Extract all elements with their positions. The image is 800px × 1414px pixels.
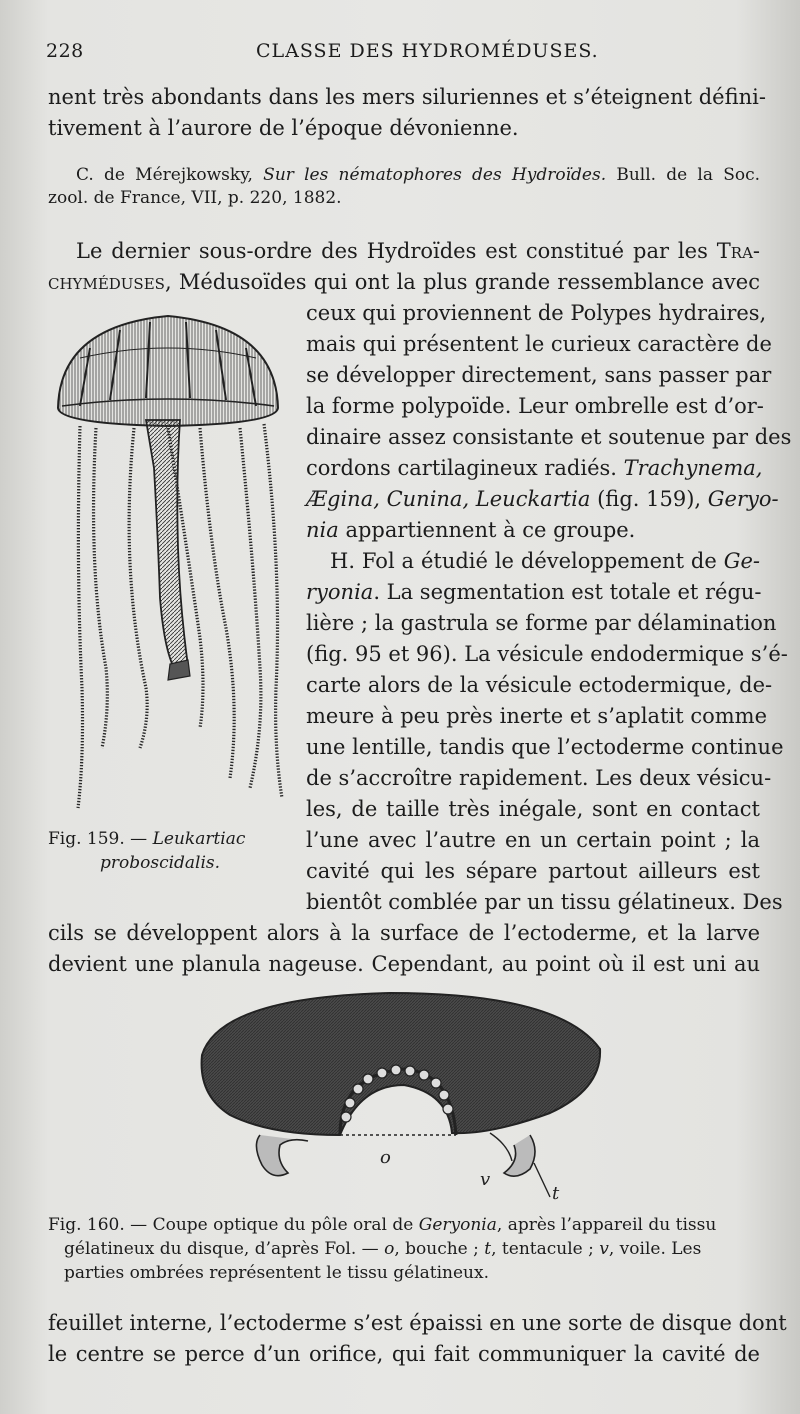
para2-line-7: une lentille, tandis que l’ectoderme continue — [306, 735, 784, 759]
para1-line-9 — [306, 484, 779, 515]
intro-line-2: tivement à l’aurore de l’époque dévonienne. — [48, 116, 519, 140]
final-line-1: feuillet interne, l’ectoderme s’est épaissi en une sorte de disque dont — [48, 1311, 787, 1335]
para1-text: cordons cartilagineux radiés. — [306, 456, 624, 480]
para1-text: appartiennent à ce groupe. — [338, 518, 636, 542]
trachymeduses-term: chyméduses — [48, 270, 165, 294]
reference-line-1 — [76, 164, 760, 186]
species-name: Leukartiac — [152, 829, 246, 849]
para2-text: H. Fol a étudié le développement de — [330, 549, 724, 573]
caption-text: , après l’appareil du tissu — [496, 1215, 717, 1235]
fig159-caption-line-1 — [48, 828, 245, 850]
intro-line-1: nent très abondants dans les mers siluriennes et s’éteignent défini- — [48, 85, 766, 109]
para1-line-5: se développer directement, sans passer par — [306, 363, 772, 387]
reference-author: C. de Mérejkowsky, — [76, 165, 264, 185]
fig160-caption-line-1 — [48, 1214, 716, 1236]
caption-text: , voile. Les — [608, 1239, 702, 1259]
fig159-label: Fig. 159. — [48, 829, 125, 849]
caption-text: , bouche ; — [394, 1239, 485, 1259]
para2-line-14: devient une planula nageuse. Cependant, au point où il est uni au — [48, 952, 760, 976]
para2-line-9: les, de taille très inégale, sont en contact — [306, 797, 760, 821]
caption-text: , tentacule ; — [491, 1239, 600, 1259]
genus-name: Geryo- — [707, 487, 779, 511]
para1-text: , Médusoïdes qui ont la plus grande ressemblance avec — [164, 270, 760, 294]
para2-line-3: lière ; la gastrula se forme par délamination — [306, 611, 777, 635]
running-title: CLASSE DES HYDROMÉDUSES. — [256, 40, 599, 62]
genus-name: Trachynema, — [623, 456, 763, 480]
para1-line-2 — [48, 267, 760, 298]
genus-names: Ægina, Cunina, Leuckartia — [306, 487, 591, 511]
para1-smallcaps: Tra- — [716, 239, 760, 263]
caption-dash: — — [124, 829, 153, 849]
caption-text: gélatineux du disque, d’après Fol. — — [64, 1239, 385, 1259]
para2-line-5: carte alors de la vésicule ectodermique, de- — [306, 673, 773, 697]
para1-line-4: mais qui présentent le curieux caractère de — [306, 332, 772, 356]
fig159-caption-line-2: proboscidalis. — [100, 853, 221, 873]
figure-reference: (fig. 159), — [590, 487, 708, 511]
label-o: o — [380, 1147, 391, 1168]
caption-letter: o — [384, 1239, 395, 1259]
para1-line-3: ceux qui proviennent de Polypes hydraires, — [306, 301, 767, 325]
label-t: t — [552, 1183, 560, 1204]
genus-name: nia — [306, 518, 339, 542]
para2-text: . La segmentation est totale et régu- — [373, 580, 762, 604]
para2-line-4: (fig. 95 et 96). La vésicule endodermique s’é- — [306, 642, 788, 666]
page-header — [46, 40, 760, 68]
final-line-2: le centre se perce d’un orifice, qui fait communiquer la cavité de — [48, 1342, 760, 1366]
geryonia-section-illustration — [190, 985, 620, 1205]
fig160-caption-line-2 — [64, 1238, 701, 1260]
para2-line-10: l’une avec l’autre en un certain point ; la — [306, 828, 760, 852]
para1-line-6: la forme polypoïde. Leur ombrelle est d’or- — [306, 394, 764, 418]
para1-line-10 — [306, 515, 760, 546]
para1-line-7: dinaire assez consistante et soutenue par des — [306, 425, 792, 449]
caption-letter: v — [599, 1239, 609, 1259]
para2-line-1 — [330, 546, 760, 577]
label-v: v — [480, 1169, 491, 1190]
fig160-caption-line-3: parties ombrées représentent le tissu gélatineux. — [64, 1263, 489, 1283]
genus-name: Ge- — [723, 549, 760, 573]
reference-line-2: zool. de France, VII, p. 220, 1882. — [48, 188, 342, 208]
reference-title: Sur les nématophores des Hydroïdes. — [263, 165, 607, 185]
para2-line-13: cils se développent alors à la surface de l’ectoderme, et la larve — [48, 921, 760, 945]
para2-line-2 — [306, 577, 760, 608]
genus-name: Geryonia — [418, 1215, 497, 1235]
page-number: 228 — [46, 40, 84, 62]
para2-line-11: cavité qui les sépare partout ailleurs est — [306, 859, 760, 883]
para2-line-6: meure à peu près inerte et s’aplatit comme — [306, 704, 768, 728]
genus-name: ryonia — [306, 580, 374, 604]
para1-text: Le dernier sous-ordre des Hydroïdes est constitué par les — [76, 239, 717, 263]
caption-letter: t — [484, 1239, 492, 1259]
para1-line-8 — [306, 453, 763, 484]
para1-line-1 — [76, 236, 760, 267]
para2-line-12: bientôt comblée par un tissu gélatineux. Des — [306, 890, 783, 914]
caption-text: Fig. 160. — Coupe optique du pôle oral de — [48, 1215, 419, 1235]
para2-line-8: de s’accroître rapidement. Les deux vésicu- — [306, 766, 772, 790]
reference-journal: Bull. de la Soc. — [606, 165, 761, 185]
jellyfish-illustration — [50, 308, 300, 828]
